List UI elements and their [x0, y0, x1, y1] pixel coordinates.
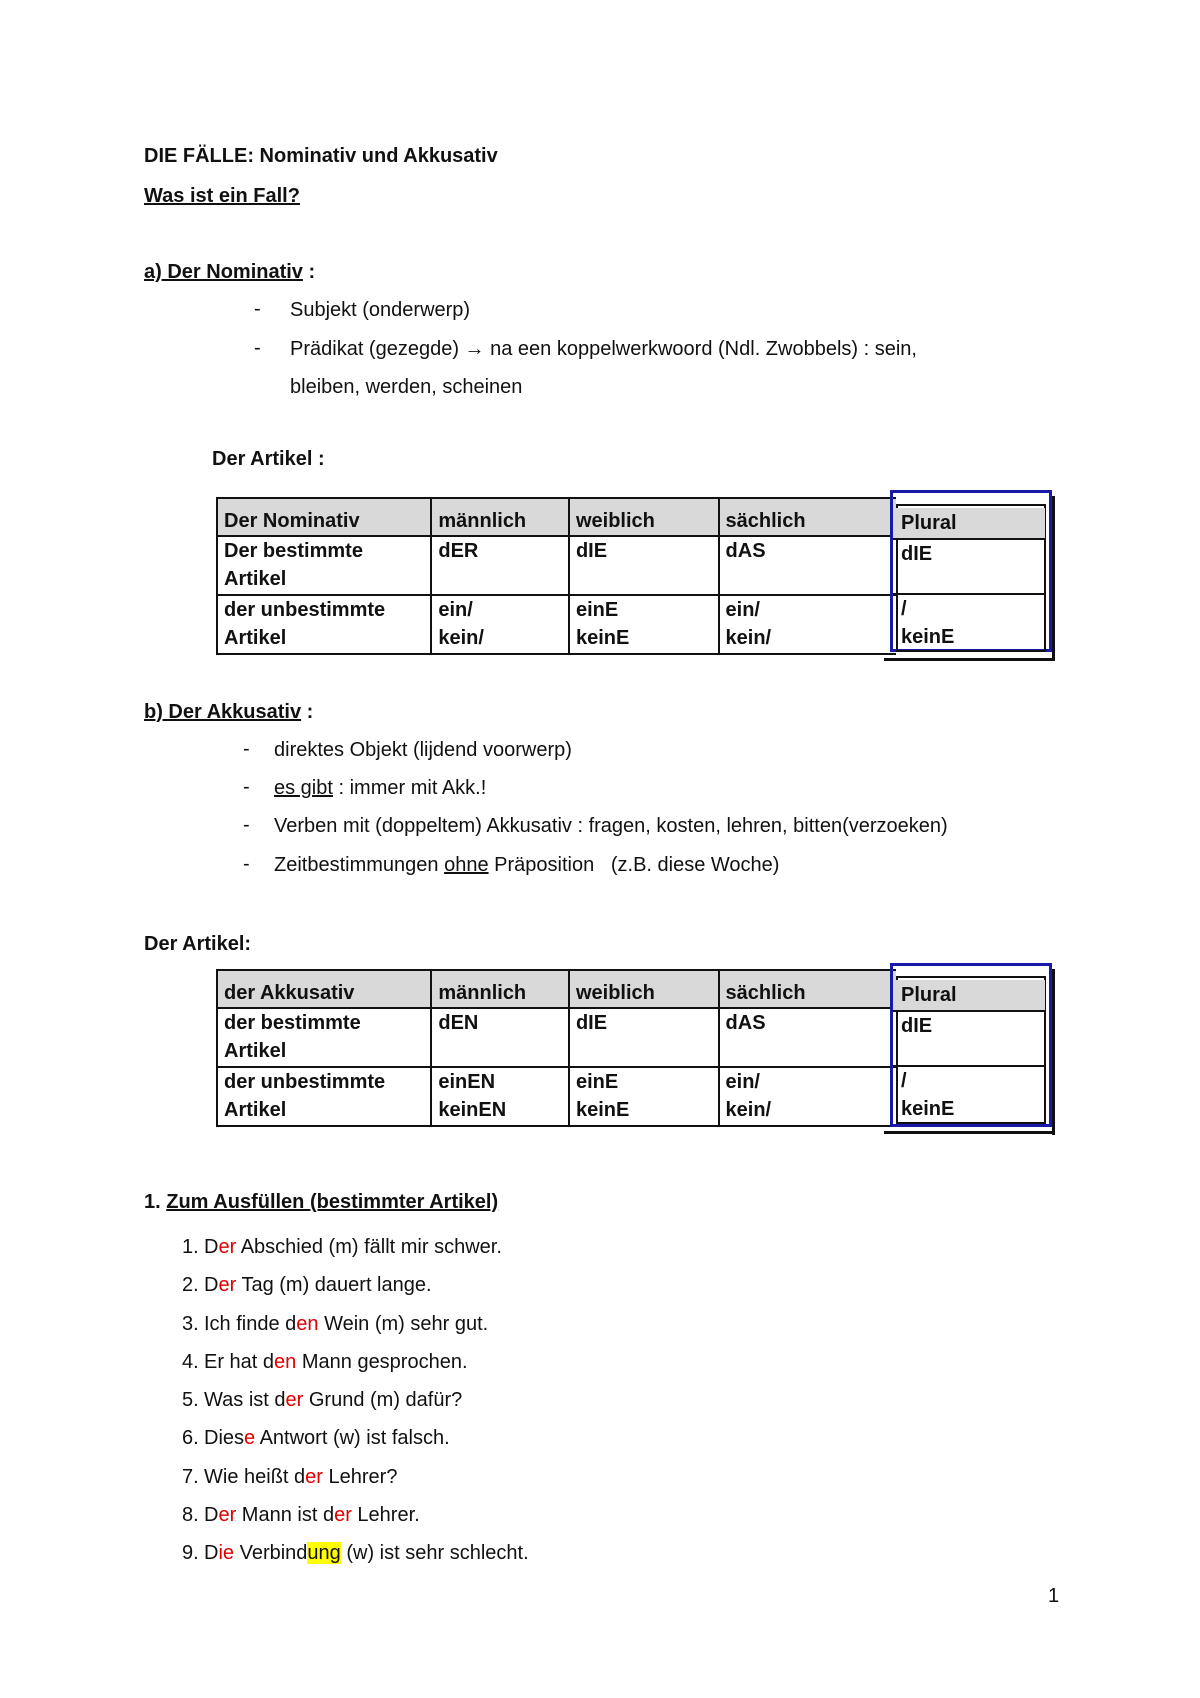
- exercise-text: Mann ist d: [236, 1504, 335, 1527]
- akkusativ-artikel-label: Der Artikel:: [144, 933, 252, 955]
- exercise-item: [182, 1496, 529, 1534]
- exercise-item-number: 5.: [182, 1389, 199, 1412]
- exercise-item-number: 4.: [182, 1350, 199, 1373]
- exercise-item-number: 9.: [182, 1542, 199, 1565]
- exercise-item: [182, 1343, 529, 1381]
- exercise-item: [182, 1419, 529, 1457]
- nominativ-bullet-1: Subjekt (onderwerp): [290, 299, 471, 321]
- filled-article: en: [274, 1350, 297, 1373]
- filled-article: er: [218, 1274, 237, 1297]
- nominativ-bullet-2: Prädikat (gezegde) → na een koppelwerkwoord (Ndl. Zwobbels) : sein,: [290, 338, 917, 360]
- frame-shadow: [884, 1131, 1055, 1134]
- table-cell: ein/ kein/: [432, 596, 570, 653]
- exercise-text: Grund (m) dafür?: [303, 1389, 463, 1412]
- exercise-item: [182, 1381, 529, 1419]
- exercise-heading: 1. Zum Ausfüllen (bestimmter Artikel): [144, 1191, 499, 1213]
- exercise-item: [182, 1534, 529, 1572]
- exercise-text: Tag (m) dauert lange.: [236, 1274, 432, 1297]
- exercise-text: Antwort (w) ist falsch.: [255, 1427, 450, 1450]
- page-number: 1: [1048, 1585, 1060, 1607]
- exercise-text: Lehrer.: [351, 1504, 420, 1527]
- table-cell: einE keinE: [570, 1068, 720, 1125]
- table-cell: / keinE: [901, 598, 955, 648]
- exercise-text: D: [204, 1236, 219, 1258]
- akkusativ-plural-column: [893, 976, 1045, 1124]
- filled-article: er: [218, 1236, 237, 1258]
- exercise-text: Abschied (m) fällt mir schwer.: [236, 1236, 502, 1258]
- table-header-cell: weiblich: [570, 499, 720, 535]
- highlighted-text: ung: [307, 1542, 341, 1565]
- filled-article: er: [285, 1389, 304, 1412]
- exercise-text: D: [204, 1504, 219, 1527]
- exercise-item-number: 7.: [182, 1465, 199, 1488]
- exercise-text: D: [204, 1274, 219, 1297]
- bullet-dash: -: [254, 337, 261, 359]
- table-cell: Der bestimmte Artikel: [218, 537, 432, 594]
- bullet-dash: -: [243, 776, 250, 798]
- table-header-cell: Plural: [893, 508, 1045, 538]
- exercise-text: Wie heißt d: [204, 1465, 306, 1488]
- table-cell: dIE: [901, 1015, 933, 1037]
- akkusativ-bullet-2: es gibt : immer mit Akk.!: [274, 777, 487, 799]
- filled-article: er: [218, 1504, 237, 1527]
- table-cell: dAS: [725, 1012, 766, 1034]
- table-header-cell: sächlich: [720, 971, 896, 1007]
- akkusativ-bullet-1: direktes Objekt (lijdend voorwerp): [274, 739, 572, 761]
- table-cell: dIE: [901, 543, 933, 565]
- page-title: DIE FÄLLE: Nominativ und Akkusativ: [144, 145, 498, 167]
- exercise-text: Dies: [204, 1427, 245, 1450]
- nominativ-table: [216, 497, 896, 655]
- filled-article: er: [305, 1465, 323, 1488]
- nominativ-heading: a) Der Nominativ :: [144, 261, 316, 283]
- table-header-cell: weiblich: [570, 971, 720, 1007]
- frame-shadow: [1052, 496, 1055, 661]
- table-cell: dER: [432, 537, 570, 594]
- table-cell: dEN: [432, 1009, 570, 1066]
- table-header-cell: männlich: [432, 971, 570, 1007]
- table-cell: dIE: [570, 537, 720, 594]
- table-cell: der unbestimmte Artikel: [218, 596, 432, 653]
- exercise-list: [182, 1228, 529, 1573]
- table-row: [218, 1066, 896, 1125]
- exercise-item: [182, 1458, 529, 1496]
- page-subtitle: Was ist ein Fall?: [144, 185, 300, 207]
- exercise-item-number: 8.: [182, 1504, 199, 1527]
- exercise-item: [182, 1266, 529, 1304]
- table-cell: ein/ kein/: [725, 599, 772, 649]
- akkusativ-heading: b) Der Akkusativ :: [144, 701, 314, 723]
- table-header-cell: der Akkusativ: [218, 971, 432, 1007]
- table-header-cell: sächlich: [720, 499, 896, 535]
- exercise-text: Wein (m) sehr gut.: [318, 1312, 489, 1335]
- bullet-dash: -: [243, 738, 250, 760]
- exercise-item: [182, 1228, 529, 1266]
- exercise-text: Verbind: [234, 1542, 308, 1565]
- table-cell: / keinE: [901, 1070, 955, 1120]
- bullet-dash: -: [243, 853, 250, 875]
- nominativ-bullet-2-cont: bleiben, werden, scheinen: [290, 376, 523, 398]
- exercise-item-number: 3.: [182, 1312, 199, 1335]
- table-header-row: [218, 971, 896, 1007]
- table-cell: der bestimmte Artikel: [218, 1009, 432, 1066]
- table-header-cell: Der Nominativ: [218, 499, 432, 535]
- exercise-text: Ich finde d: [204, 1312, 297, 1335]
- nominativ-plural-column: [893, 504, 1045, 652]
- bullet-dash: -: [254, 298, 261, 320]
- filled-article: er: [334, 1504, 352, 1527]
- table-cell: dIE: [570, 1009, 720, 1066]
- exercise-text: Was ist d: [204, 1389, 286, 1412]
- table-row: [218, 594, 896, 653]
- exercise-text: (w) ist sehr schlecht.: [340, 1542, 529, 1565]
- exercise-item-number: 2.: [182, 1274, 199, 1297]
- table-header-row: [218, 499, 896, 535]
- exercise-text: D: [204, 1542, 219, 1565]
- exercise-text: Er hat d: [204, 1350, 275, 1373]
- table-cell: der unbestimmte Artikel: [218, 1068, 432, 1125]
- table-cell: ein/ kein/: [725, 1071, 772, 1121]
- akkusativ-bullet-3: Verben mit (doppeltem) Akkusativ : fragen, kosten, lehren, bitten(verzoeken): [274, 815, 948, 837]
- nominativ-artikel-label: Der Artikel :: [212, 448, 325, 470]
- exercise-item-number: 6.: [182, 1427, 199, 1450]
- table-cell: einE keinE: [570, 596, 720, 653]
- filled-article: e: [244, 1427, 256, 1450]
- table-row: [218, 1007, 896, 1066]
- frame-shadow: [884, 658, 1055, 661]
- table-row: [218, 535, 896, 594]
- exercise-text: Mann gesprochen.: [296, 1350, 468, 1373]
- table-cell: dAS: [725, 540, 766, 562]
- exercise-text: Lehrer?: [322, 1465, 398, 1488]
- bullet-dash: -: [243, 814, 250, 836]
- filled-article: ie: [218, 1542, 235, 1565]
- akkusativ-table: [216, 969, 896, 1127]
- exercise-item-number: 1.: [182, 1236, 199, 1258]
- table-cell: einEN keinEN: [432, 1068, 570, 1125]
- frame-shadow: [1052, 969, 1055, 1135]
- akkusativ-bullet-4: Zeitbestimmungen ohne Präposition (z.B. diese Woche): [274, 854, 780, 876]
- table-header-cell: männlich: [432, 499, 570, 535]
- filled-article: en: [296, 1312, 319, 1335]
- exercise-item: [182, 1305, 529, 1343]
- table-header-cell: Plural: [893, 980, 1045, 1010]
